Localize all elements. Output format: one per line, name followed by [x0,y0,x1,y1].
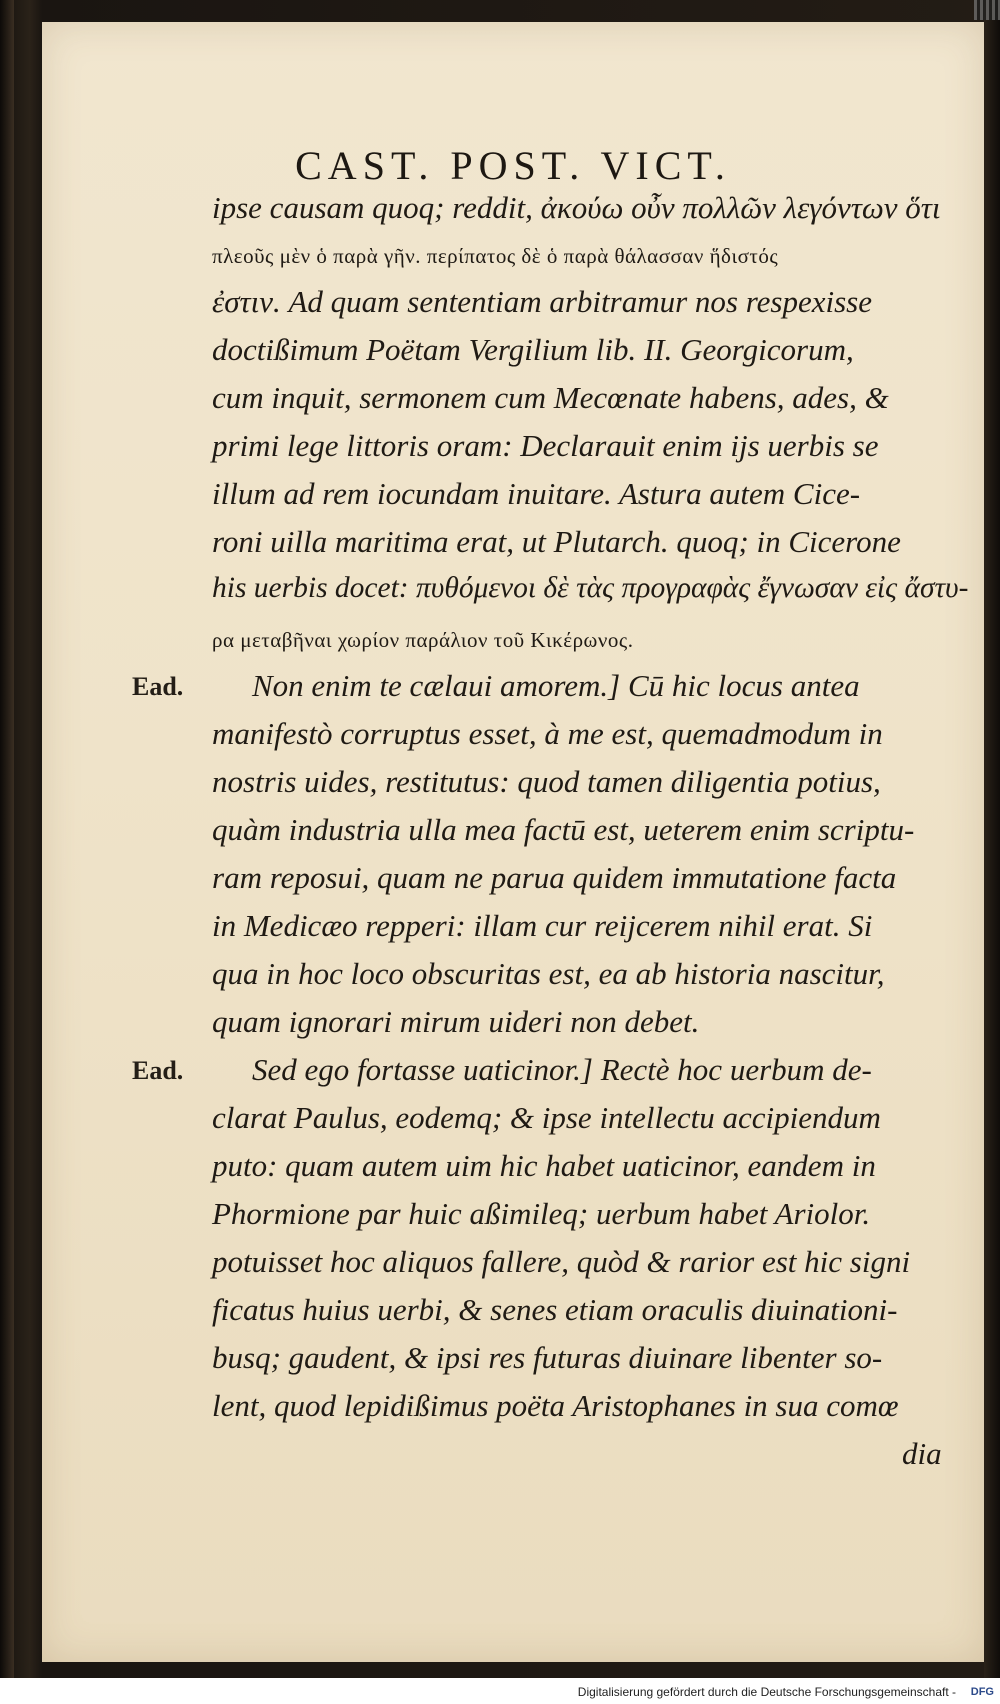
text-line: quàm industria ulla mea factū est, ueterem enim scriptu- [212,812,915,847]
dfg-logo: DFG [970,1686,994,1698]
text-line: illum ad rem iocundam inuitare. Astura autem Cice- [212,476,861,511]
text-line: puto: quam autem uim hic habet uaticinor, eandem in [212,1148,876,1183]
book-spine-shadow [0,0,14,1704]
text-line: ἐστιν. Ad quam sententiam arbitramur nos respexisse [212,284,872,319]
text-line: qua in hoc loco obscuritas est, ea ab historia nascitur, [212,956,885,991]
color-calibration-strip [974,0,1000,20]
running-head: CAST. POST. VICT. [295,143,731,188]
text-line: cum inquit, sermonem cum Mecœnate habens, ades, & [212,380,889,415]
footer-credit: Digitalisierung gefördert durch die Deutsche Forschungsgemeinschaft - [577,1685,956,1699]
marginal-note: Ead. [132,672,184,701]
text-line: Non enim te cælaui amorem.] Cū hic locus antea [252,668,860,703]
text-line: ρα μεταβῆναι χωρίον παράλιον τοῦ Κικέρωνος. [212,628,634,652]
text-line: ipse causam quoq; reddit, ἀκούω οὖν πολλῶν λεγόντων ὅτι [212,190,941,225]
book-page [42,22,984,1662]
catchword: dia [902,1436,942,1471]
text-line: quam ignorari mirum uideri non debet. [212,1004,700,1039]
text-line: ficatus huius uerbi, & senes etiam oraculis diuinationi- [212,1292,898,1327]
text-line: potuisset hoc aliquos fallere, quòd & rarior est hic signi [212,1244,911,1279]
text-line: lent, quod lepidißimus poëta Aristophanes in sua comœ [212,1388,899,1423]
text-line: doctißimum Poëtam Vergilium lib. II. Georgicorum, [212,332,854,367]
text-line: clarat Paulus, eodemq; & ipse intellectu accipiendum [212,1100,881,1135]
text-line: roni uilla maritima erat, ut Plutarch. quoq; in Cicerone [212,524,901,559]
text-line: Sed ego fortasse uaticinor.] Rectè hoc uerbum de- [252,1052,872,1087]
text-line: Phormione par huic aßimileq; uerbum habet Ariolor. [212,1196,871,1231]
book-edge-shadow [984,0,1000,1704]
marginal-note: Ead. [132,1056,184,1085]
text-line: his uerbis docet: πυθόμενοι δὲ τὰς προγραφὰς ἔγνωσαν εἰς ἄστυ- [212,572,969,604]
text-line: in Medicæo repperi: illam cur reijcerem nihil erat. Si [212,908,873,943]
text-line: primi lege littoris oram: Declarauit enim ijs uerbis se [212,428,879,463]
text-line: nostris uides, restitutus: quod tamen diligentia potius, [212,764,881,799]
text-line: ram reposui, quam ne parua quidem immutatione facta [212,860,897,895]
text-line: πλεοῦς μὲν ὁ παρὰ γῆν. περίπατος δὲ ὁ παρὰ θάλασσαν ἥδιστός [212,244,779,268]
text-line: manifestò corruptus esset, à me est, quemadmodum in [212,716,883,751]
text-line: busq; gaudent, & ipsi res futuras diuinare libenter so- [212,1340,883,1375]
footer-bar [0,1678,1000,1704]
